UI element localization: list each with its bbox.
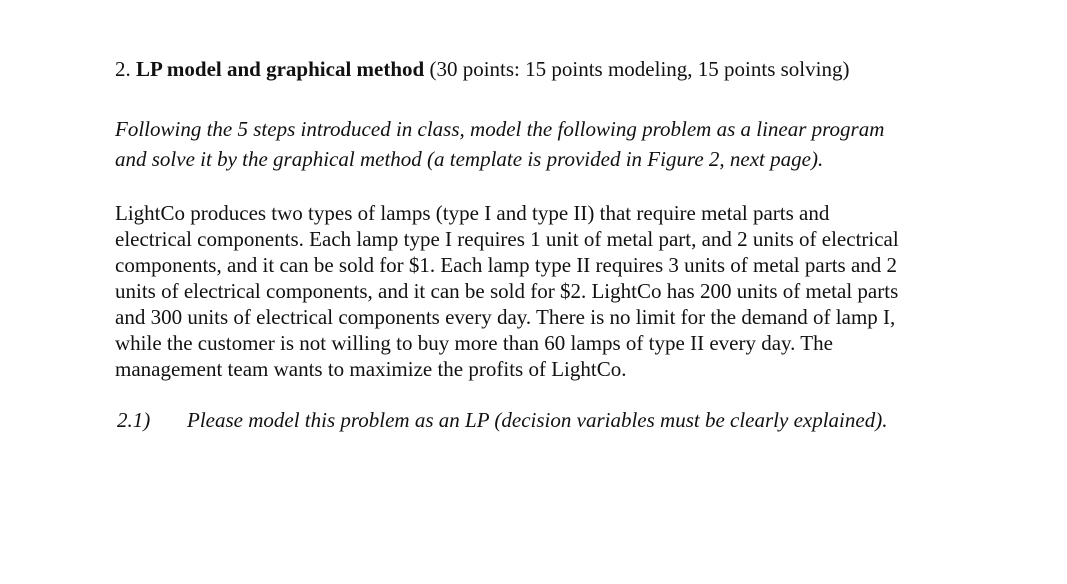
problem-line-4: units of electrical components, and it can be sold for $2. LightCo has 200 units of metal parts	[115, 279, 899, 303]
problem-line-2: electrical components. Each lamp type I requires 1 unit of metal part, and 2 units of electrical	[115, 227, 899, 251]
problem-line-6: while the customer is not willing to buy more than 60 lamps of type II every day. The	[115, 331, 833, 355]
problem-line-7: management team wants to maximize the profits of LightCo.	[115, 357, 627, 381]
problem-line-1: LightCo produces two types of lamps (type I and type II) that require metal parts and	[115, 201, 830, 225]
problem-paragraph	[115, 200, 899, 382]
problem-line-5: and 300 units of electrical components every day. There is no limit for the demand of lamp I,	[115, 305, 896, 329]
section-heading	[115, 56, 849, 82]
intro-line-1: Following the 5 steps introduced in class, model the following problem as a linear program	[115, 117, 885, 141]
problem-line-3: components, and it can be sold for $1. Each lamp type II requires 3 units of metal parts and 2	[115, 253, 898, 277]
section-points: (30 points: 15 points modeling, 15 points solving)	[429, 57, 850, 81]
subquestion-text: Please model this problem as an LP (decision variables must be clearly explained).	[187, 408, 888, 432]
intro-line-2: and solve it by the graphical method (a template is provided in Figure 2, next page).	[115, 147, 824, 171]
subquestion-number: 2.1)	[117, 408, 151, 432]
subquestion	[117, 407, 887, 433]
section-title: LP model and graphical method	[136, 57, 425, 81]
section-number: 2.	[115, 57, 131, 81]
